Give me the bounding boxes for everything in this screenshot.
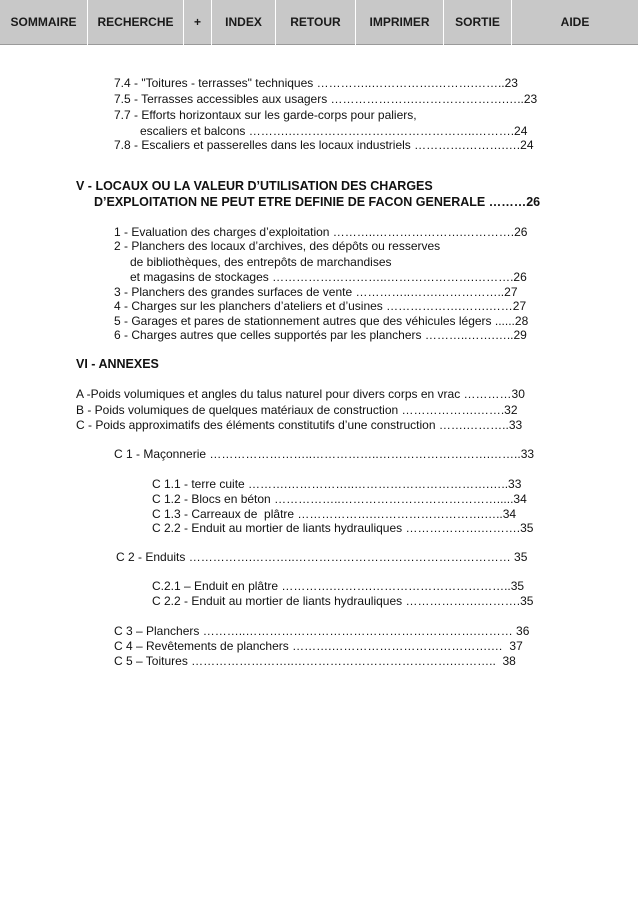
toc-entry[interactable]: C 5 – Toitures ……………………..………………………………….……….. 38 xyxy=(114,654,516,668)
toc-entry[interactable]: C 3 – Planchers ………..………………………………………………….……… 36 xyxy=(114,624,530,638)
toc-entry[interactable]: C 2 - Enduits …………….………..……………………………………………… 35 xyxy=(116,550,528,564)
retour-button[interactable]: RETOUR xyxy=(276,0,356,45)
toc-entry[interactable]: C 1.3 - Carreaux de plâtre ……………….……………………….…..34 xyxy=(152,507,517,521)
toc-entry[interactable]: 7.5 - Terrasses accessibles aux usagers ………………….………………….…..23 xyxy=(114,92,538,106)
toc-entry[interactable]: B - Poids volumiques de quelques matériaux de construction ……………….…….32 xyxy=(76,403,518,417)
section-heading-v[interactable]: V - LOCAUX OU LA VALEUR D’UTILISATION DES CHARGES xyxy=(76,179,433,193)
toc-entry[interactable]: 7.7 - Efforts horizontaux sur les garde-corps pour paliers, xyxy=(114,108,417,122)
toc-entry[interactable]: escaliers et balcons ……….………………………………………..……….24 xyxy=(140,124,528,138)
toc-entry[interactable]: C.2.1 – Enduit en plâtre ………….……….……………………………..35 xyxy=(152,579,525,593)
toc-entry[interactable]: C 4 – Revêtements de planchers ……….………………………………….… 37 xyxy=(114,639,523,653)
toc-entry[interactable]: et magasins de stockages ………………………..………………….……….26 xyxy=(130,270,527,284)
section-heading-vi[interactable]: VI - ANNEXES xyxy=(76,357,159,371)
toc-entry[interactable]: 6 - Charges autres que celles supportés par les planchers ………..…….…..29 xyxy=(114,328,527,342)
toc-entry[interactable]: 1 - Evaluation des charges d’exploitation ………..………………….………….26 xyxy=(114,225,528,239)
aide-button[interactable]: AIDE xyxy=(560,15,590,29)
toc-entry[interactable]: C - Poids approximatifs des éléments constitutifs d’une construction …….………..33 xyxy=(76,418,523,432)
sommaire-button[interactable]: SOMMAIRE xyxy=(0,0,88,45)
toc-entry[interactable]: 7.8 - Escaliers et passerelles dans les locaux industriels ………….……….….24 xyxy=(114,138,534,152)
sortie-button[interactable]: SORTIE xyxy=(444,0,512,45)
section-heading-v[interactable]: D’EXPLOITATION NE PEUT ETRE DEFINIE DE FACON GENERALE ………26 xyxy=(94,195,541,209)
toc-entry[interactable]: 2 - Planchers des locaux d’archives, des dépôts ou resserves xyxy=(114,239,441,253)
toc-entry[interactable]: 3 - Planchers des grandes surfaces de vente …………..…….……………..27 xyxy=(114,285,518,299)
index-button[interactable]: INDEX xyxy=(212,0,276,45)
toc-entry[interactable]: 5 - Garages et pares de stationnement autres que des véhicules légers ......28 xyxy=(114,314,529,328)
imprimer-button[interactable]: IMPRIMER xyxy=(356,0,444,45)
toc-entry[interactable]: C 2.2 - Enduit au mortier de liants hydrauliques ……………….……….35 xyxy=(152,594,534,608)
plus-button[interactable]: + xyxy=(184,0,212,45)
toc-entry[interactable]: de bibliothèques, des entrepôts de marchandises xyxy=(130,255,392,269)
toc-entry[interactable]: 7.4 - "Toitures - terrasses" techniques …………..…………….……….……..23 xyxy=(114,76,518,90)
toc-entry[interactable]: C 1 - Maçonnerie ……………………..……………..……………………….……..33 xyxy=(114,447,535,461)
toc-entry[interactable]: C 2.2 - Enduit au mortier de liants hydrauliques ……………….……….35 xyxy=(152,521,534,535)
recherche-button[interactable]: RECHERCHE xyxy=(88,0,184,45)
toc-entry[interactable]: A -Poids volumiques et angles du talus naturel pour divers corps en vrac …………30 xyxy=(76,387,525,401)
toc-entry[interactable]: 4 - Charges sur les planchers d’ateliers et d’usines ……………….…….……27 xyxy=(114,299,527,313)
toc-entry[interactable]: C 1.1 - terre cuite ……….……………..…………………………….…..33 xyxy=(152,477,522,491)
toc-entry[interactable]: C 1.2 - Blocs en béton ……………..………………………………….....34 xyxy=(152,492,527,506)
